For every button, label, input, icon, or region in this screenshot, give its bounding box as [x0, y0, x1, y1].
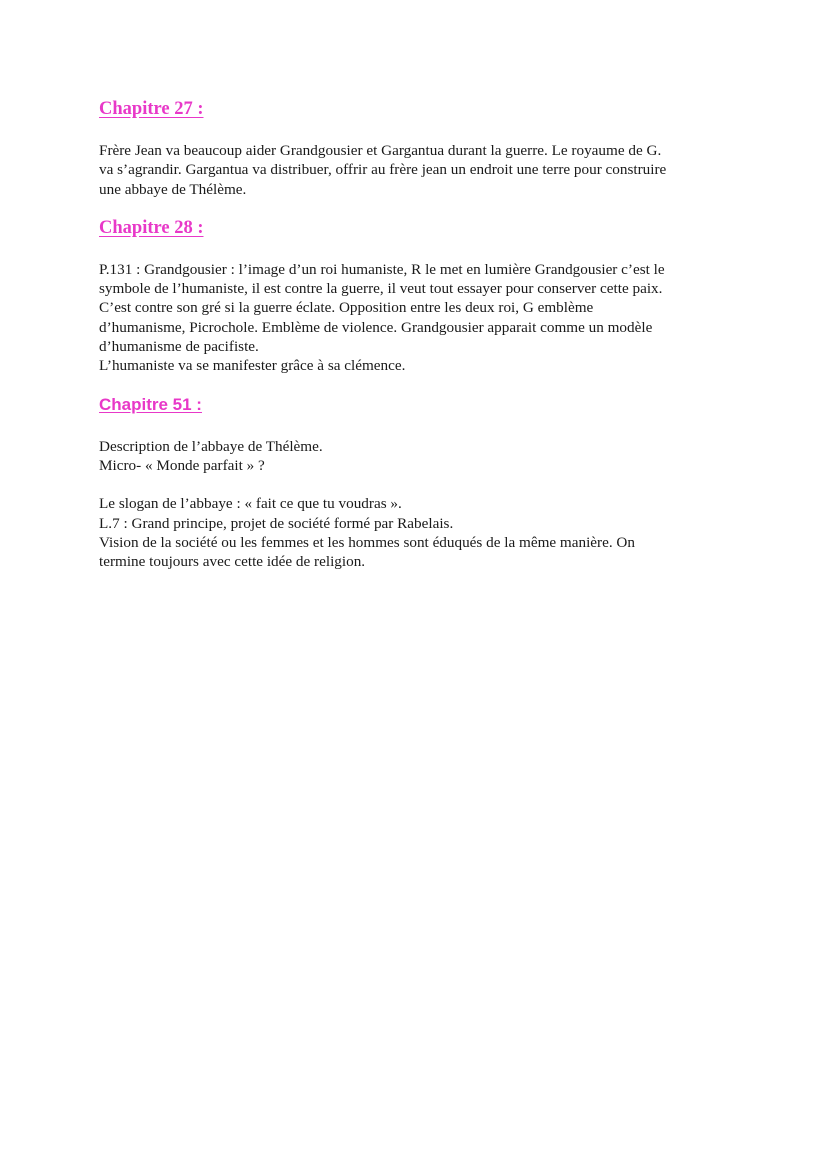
paragraph [99, 260, 739, 376]
blank-line [99, 475, 739, 494]
paragraph [99, 141, 739, 199]
text-line: L.7 : Grand principe, projet de société formé par Rabelais. [99, 514, 454, 532]
text-line: d’humanisme, Picrochole. Emblème de violence. Grandgousier apparait comme un modèle [99, 318, 653, 336]
paragraph [99, 437, 739, 572]
text-line: Frère Jean va beaucoup aider Grandgousier et Gargantua durant la guerre. Le royaume de G. [99, 142, 662, 159]
text-line: P.131 : Grandgousier : l’image d’un roi humaniste, R le met en lumière Grandgousier c’est le [99, 260, 665, 278]
text-line: Le slogan de l’abbaye : « fait ce que tu voudras ». [99, 495, 402, 513]
chapter-heading: Chapitre 28 : [99, 217, 204, 238]
text-line: Description de l’abbaye de Thélème. [99, 437, 323, 455]
text-line: termine toujours avec cette idée de religion. [99, 553, 366, 571]
text-line: symbole de l’humaniste, il est contre la guerre, il veut tout essayer pour conserver cette paix. [99, 280, 663, 298]
text-line: Vision de la société ou les femmes et les hommes sont éduqués de la même manière. On [99, 533, 635, 551]
chapter-heading: Chapitre 27 : [99, 99, 204, 119]
section-chapitre-28 [99, 215, 739, 376]
text-line: une abbaye de Thélème. [99, 180, 247, 198]
section-chapitre-27 [99, 96, 739, 199]
text-line: Micro- « Monde parfait » ? [99, 456, 265, 474]
text-line: d’humanisme de pacifiste. [99, 338, 259, 356]
chapter-heading: Chapitre 51 : [99, 394, 202, 414]
document-body [99, 96, 739, 587]
text-line: va s’agrandir. Gargantua va distribuer, offrir au frère jean un endroit une terre pour construire [99, 161, 667, 179]
text-line: L’humaniste va se manifester grâce à sa clémence. [99, 357, 406, 375]
section-chapitre-51 [99, 392, 739, 572]
text-line: C’est contre son gré si la guerre éclate. Opposition entre les deux roi, G emblème [99, 299, 594, 317]
